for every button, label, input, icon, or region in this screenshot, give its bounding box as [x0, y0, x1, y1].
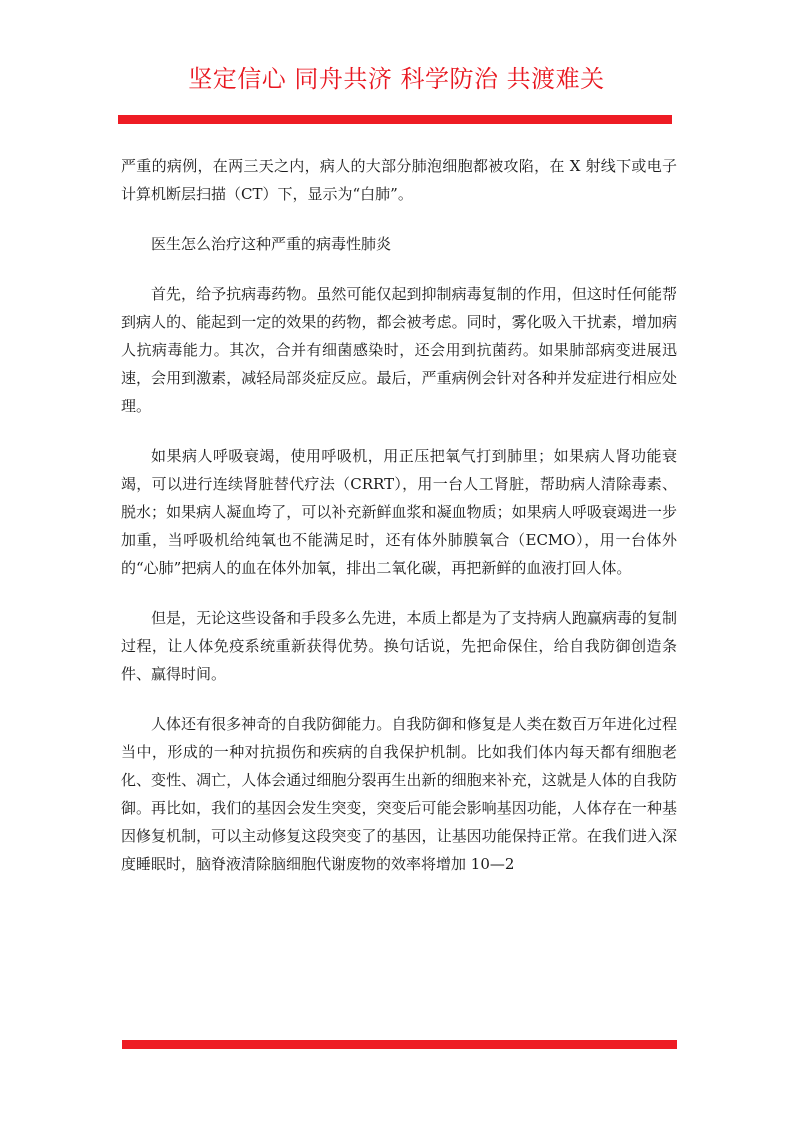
paragraph-self-defense: 人体还有很多神奇的自我防御能力。自我防御和修复是人类在数百万年进化过程当中，形成的一种对抗损伤和疾病的自我保护机制。比如我们体内每天都有细胞老化、变性、凋亡，人体会通过细胞分裂再生出新的细胞来补充，这就是人体的自我防御。再比如，我们的基因会发生突变，突变后可能会影响基因功能，人体存在一种基因修复机制，可以主动修复这段突变了的基因，让基因功能保持正常。在我们进入深度睡眠时，脑脊液清除脑细胞代谢废物的效率将增加 10—2: [121, 715, 677, 873]
paragraph-treatment: 首先，给予抗病毒药物。虽然可能仅起到抑制病毒复制的作用，但这时任何能帮到病人的、能起到一定的效果的药物，都会被考虑。同时，雾化吸入干扰素，增加病人抗病毒能力。其次，合并有细菌感染时，还会用到抗菌药。如果肺部病变进展迅速，会用到激素，减轻局部炎症反应。最后，严重病例会针对各种并发症进行相应处理。: [121, 285, 677, 415]
footer-divider: [122, 1040, 677, 1049]
paragraph-purpose: 但是，无论这些设备和手段多么先进，本质上都是为了支持病人跑赢病毒的复制过程，让人体免疫系统重新获得优势。换句话说，先把命保住，给自我防御创造条件、赢得时间。: [121, 609, 677, 683]
paragraph-continued: 严重的病例，在两三天之内，病人的大部分肺泡细胞都被攻陷，在 X 射线下或电子计算机断层扫描（CT）下，显示为“白肺”。: [121, 157, 677, 203]
document-body: [121, 152, 677, 900]
header-divider: [118, 115, 672, 124]
section-heading: 医生怎么治疗这种严重的病毒性肺炎: [151, 235, 392, 253]
paragraph-life-support: 如果病人呼吸衰竭，使用呼吸机，用正压把氧气打到肺里；如果病人肾功能衰竭，可以进行连续肾脏替代疗法（CRRT），用一台人工肾脏，帮助病人清除毒素、脱水；如果病人凝血垮了，可以补充新鲜血浆和凝血物质；如果病人呼吸衰竭进一步加重，当呼吸机给纯氧也不能满足时，还有体外肺膜氧合（ECMO），用一台体外的“心肺”把病人的血在体外加氧，排出二氧化碳，再把新鲜的血液打回人体。: [121, 447, 677, 577]
page-header-title: 坚定信心 同舟共济 科学防治 共渡难关: [188, 65, 605, 93]
